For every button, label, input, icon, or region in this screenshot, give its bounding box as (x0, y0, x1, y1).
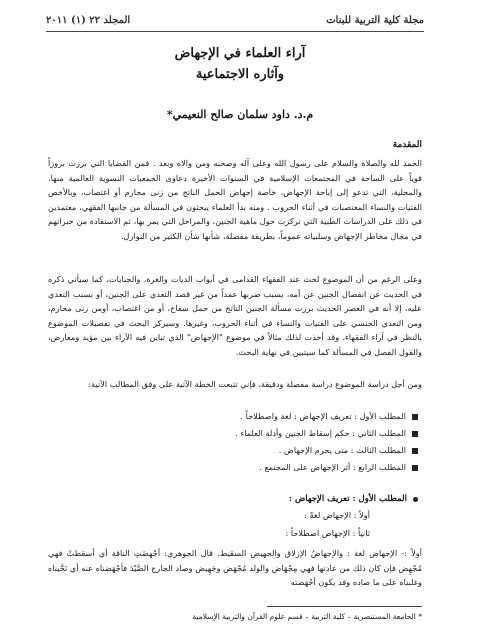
plan-item (58, 459, 418, 476)
plan-item (58, 425, 418, 442)
intro-paragraph-3: ومن أجل دراسة الموضوع دراسة مفصلة ودقيقة، فإني تتبعت الخطة الآتية على وفق المطالب الآتية: (88, 379, 422, 389)
running-header (46, 12, 424, 28)
header-divider (46, 31, 424, 32)
plan-item-text: المطلب الأول : تعريف الإجهاض : لغة واصطلاحاً . (240, 411, 406, 421)
article-title (0, 46, 480, 82)
subheading-technical: ثانياً : الإجهاض اصطلاحاً : (285, 528, 370, 538)
square-bullet-icon (412, 431, 418, 437)
plan-item-text: المطلب الرابع : أثر الإجهاض على المجتمع . (259, 462, 406, 472)
square-bullet-icon (412, 448, 418, 454)
volume-info: المجلد ٢٢ (١) ٢٠١١ (46, 14, 131, 26)
square-bullet-icon (412, 414, 418, 420)
plan-list (58, 408, 418, 476)
footnote: * الجامعة المستنصرية – كلية التربية – قسم علوم القرآن والتربية الإسلامية (192, 612, 422, 621)
plan-item (58, 442, 418, 459)
plan-item-text: المطلب الثاني : حكم إسقاط الجنين وأدلة العلماء . (235, 428, 406, 438)
plan-item-text: المطلب الثالث : متى يحرم الإجهاض . (278, 445, 406, 455)
author-name: م.د. داود سلمان صالح النعيمي* (166, 108, 314, 121)
footnote-divider (267, 606, 422, 607)
subheading-linguistic: أولاً : الإجهاض لغةً : (304, 510, 370, 520)
title-line-2: وآثاره الاجتماعية (195, 67, 285, 82)
round-bullet-icon (413, 497, 418, 502)
intro-paragraph-2: وعلى الرغم من أن الموضوع لحث عند الفقهاء القدامى في أبواب الديات والغرة، والجنايات، كما سيأتي ذكره في الحديث عن انفصال الجنين عن أمه، بسبب ضربها عمداً من غير قصد التعدي على الجنين، أو بسبب التعدي عليه، إلا أنه في العصر الحديث برزت مسألة الجنين الناتج من حمل سفاح، أو من اغتصاب، أومن زنى محارم، ومن التعدي الجنسي على الفتيات والنساء في أثناء الحروب، وغيرها. وسيركز البحث في تفصيلات الموضوع بالنظر في آراء الفقهاء، وقد أخذت لذلك مثالاً في موضوع "الإجهاض" الذي تباين فيه الآراء بين مؤيد ومعارض، والقول الفصل في المسألة كما سيتبين في نهاية البحث. (48, 274, 422, 357)
section-heading-text: المطلب الأول : تعريف الإجهاض : (288, 494, 407, 504)
section-heading (289, 494, 418, 504)
intro-paragraph-1: الحمد لله والصلاة والسلام على رسول الله وعلى آله وصحبه ومن والاه وبعد . فمن القضايا التي برزت بروزاً قوياً على الساحة في المجتمعات الإسلامية في السنوات الأخيرة دعاوى الجمعيات النسوية العالمية منها، والمحلية، التي تدعو إلى إباحة الإجهاض، خاصة إجهاض الحمل الناتج من زنى محارم أو اغتصاب، وبالأخص الفتيات والنساء المغتصبات في أثناء الحروب . ومنه بدأ العلماء يبحثون في المسألة من جانبها الفقهي، معتمدين في ذلك على الدراسات الطبية التي تركزت حول ماهية الجنين، والمراحل التي يمر بها، ثم الاستفادة من خبراتهم في مجال مخاطر الإجهاض وسلبياته عموماً، بطريقة مفصلة، شأنها شأن الكثير من النوازل. (48, 158, 422, 241)
square-bullet-icon (412, 465, 418, 471)
plan-item (58, 408, 418, 425)
journal-name: مجلة كلية التربية للبنات (326, 14, 424, 26)
intro-heading: المقدمة (392, 140, 422, 150)
definition-paragraph: أولاً :- الإجهاض لغة : والإجهاضُ الإزلاق والجهيض السقيط. قال الجوهري: أجْهضَتِ الناقة أي أسقطتْ فهي مُجْهِض فإن كان ذلك من عادتها فهي مِجْهَاض والولد مُجْهَض وجَهِيض وصاد الجارح الصَّيْدَ فأجْهَضناه عنه أي نَحَّيناه وغلبناه على ما صاده وقد يكون أجْهَضته (48, 548, 422, 587)
title-line-1: آراء العلماء في الإجهاض (174, 46, 306, 61)
